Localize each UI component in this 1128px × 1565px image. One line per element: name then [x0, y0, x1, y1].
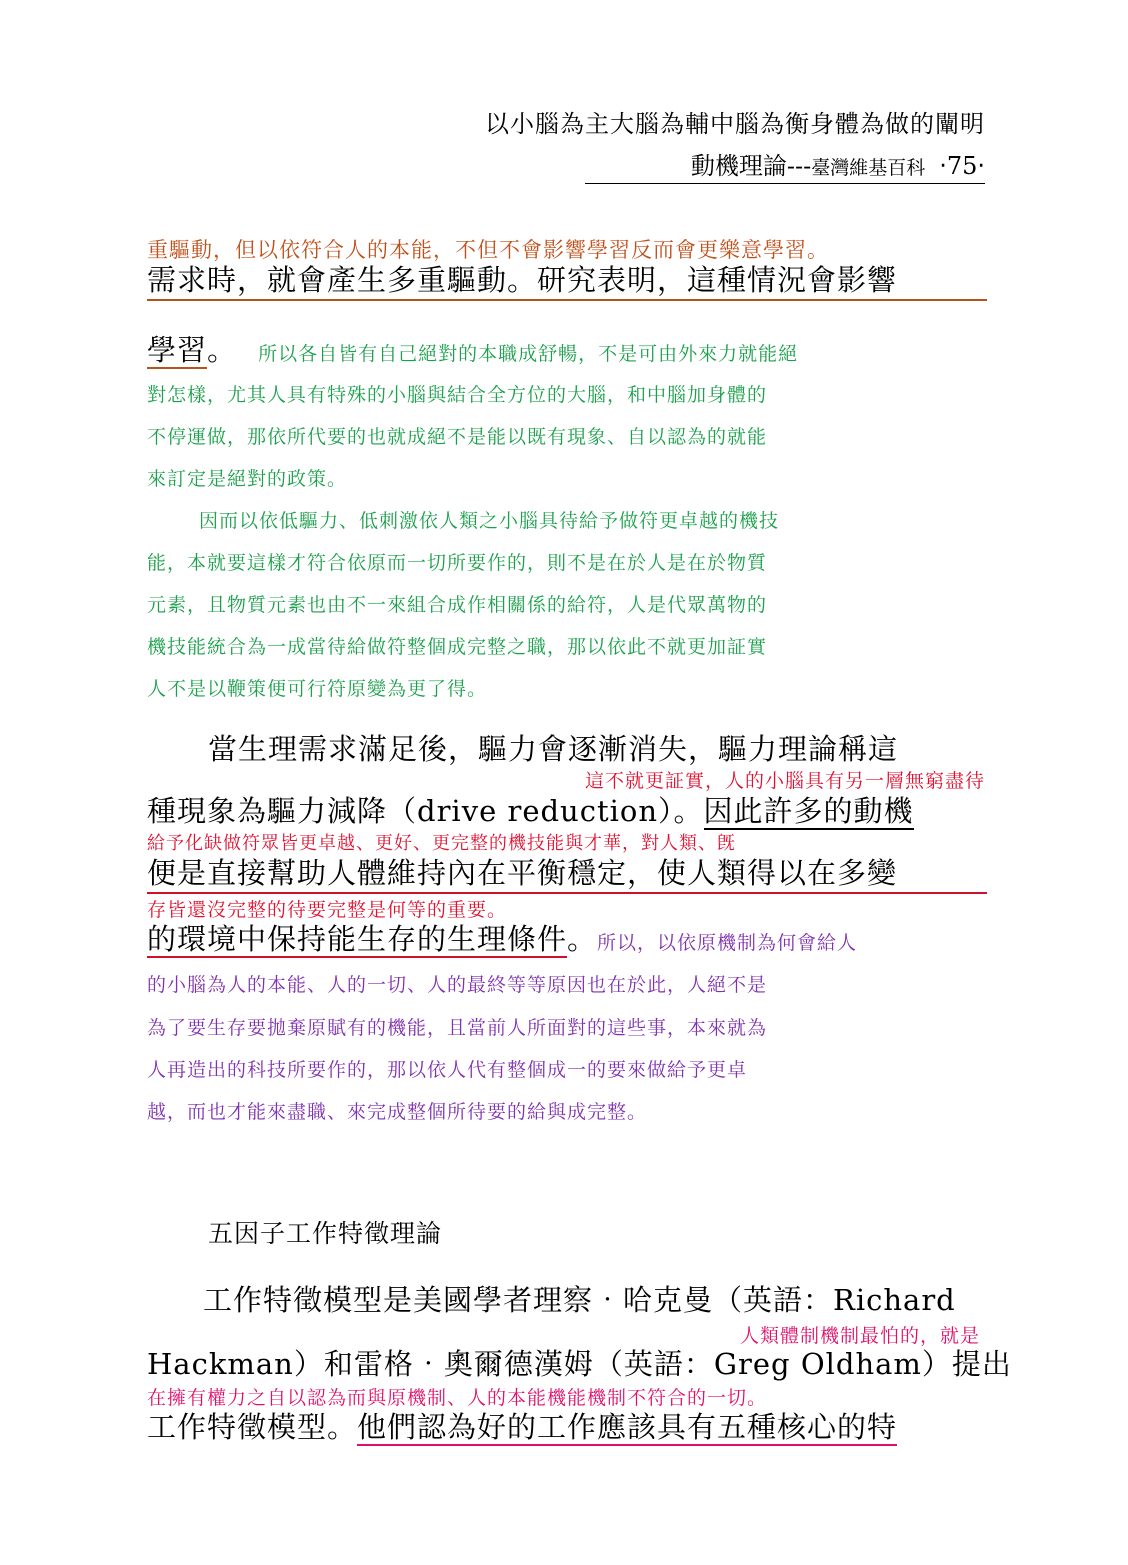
running-header-subtitle	[585, 146, 985, 184]
annotation-purple-line: 的小腦為人的本能、人的一切、人的最終等等原因也在於此，人絕不是	[147, 974, 768, 996]
body-text: 種現象為驅力減降（drive reduction）。	[147, 794, 704, 828]
annotation-green-line: 所以各自皆有自己絕對的本職成舒暢，不是可由外來力就能絕	[258, 343, 799, 365]
body-line: 需求時，就會產生多重驅動。研究表明，這種情況會影響	[147, 258, 987, 301]
body-line	[147, 1405, 897, 1446]
section-heading: 五因子工作特徵理論	[208, 1219, 443, 1248]
term-learning: 學習	[147, 333, 208, 367]
header-subtitle-main: 動機理論---	[690, 152, 812, 180]
body-text-underlined: 因此許多的動機	[703, 794, 914, 828]
body-line: 便是直接幫助人體維持內在平衡穩定，使人類得以在多變	[147, 851, 987, 894]
body-text-underlined: 的環境中保持能生存的生理條件	[147, 922, 568, 956]
annotation-green-line: 元素，且物質元素也由不一來組合成作相關係的給符，人是代眾萬物的	[147, 594, 768, 616]
annotation-green-line: 機技能統合為一成當待給做符整個成完整之職，那以依此不就更加証實	[147, 636, 768, 658]
annotation-green-line: 對怎樣，尤其人具有特殊的小腦與結合全方位的大腦，和中腦加身體的	[147, 384, 768, 406]
annotation-magenta: 在擁有權力之自以認為而與原機制、人的本能機能機制不符合的一切。	[147, 1387, 768, 1409]
annotation-purple-line: 越，而也才能來盡職、來完成整個所待要的給與成完整。	[147, 1101, 648, 1123]
body-line	[147, 917, 857, 958]
annotation-purple: 所以，以依原機制為何會給人	[597, 932, 858, 954]
body-line: Hackman）和雷格‧奧爾德漢姆（英語：Greg Oldham）提出	[147, 1347, 1012, 1381]
body-text-underlined: 他們認為好的工作應該具有五種核心的特	[357, 1410, 898, 1444]
body-line: 工作特徵模型是美國學者理察‧哈克曼（英語：Richard	[203, 1283, 956, 1317]
annotation-magenta: 人類體制機制最怕的，就是	[739, 1325, 980, 1347]
annotation-purple-line: 人再造出的科技所要作的，那以依人代有整個成一的要來做給予更卓	[147, 1059, 748, 1081]
annotation-brown: 重驅動，但以依符合人的本能，不但不會影響學習反而會更樂意學習。	[147, 238, 829, 262]
annotation-purple-line: 為了要生存要拋棄原賦有的機能，且當前人所面對的這些事，本來就為	[147, 1017, 768, 1039]
running-header-title: 以小腦為主大腦為輔中腦為衡身體為做的闡明	[485, 110, 985, 138]
body-line: 當生理需求滿足後，驅力會逐漸消失，驅力理論稱這	[208, 732, 899, 766]
annotation-red: 這不就更証實，人的小腦具有另一層無窮盡待	[584, 770, 985, 792]
annotation-red: 給予化缺做符眾皆更卓越、更好、更完整的機技能與才華，對人類、旣	[147, 833, 736, 854]
annotation-green-line: 能，本就要這樣才符合依原而一切所要作的，則不是在於人是在於物質	[147, 552, 768, 574]
annotation-green-line: 不停運做，那依所代要的也就成絕不是能以既有現象、自以認為的就能	[147, 426, 768, 448]
page-number: ‧75‧	[939, 152, 985, 180]
punctuation: 。	[207, 333, 238, 367]
annotation-green-line: 來訂定是絕對的政策。	[147, 468, 348, 490]
annotation-green-line: 因而以依低驅力、低刺激依人類之小腦具待給予做符更卓越的機技	[199, 510, 780, 532]
header-subtitle-small: 臺灣維基百科	[811, 157, 926, 179]
body-line	[147, 328, 987, 369]
body-text: 工作特徵模型。	[147, 1410, 358, 1444]
annotation-red: 存皆還沒完整的待要完整是何等的重要。	[147, 899, 508, 921]
annotation-green-line: 人不是以鞭策便可行符原變為更了得。	[147, 678, 488, 700]
body-line	[147, 789, 914, 830]
punctuation: 。	[567, 922, 598, 956]
